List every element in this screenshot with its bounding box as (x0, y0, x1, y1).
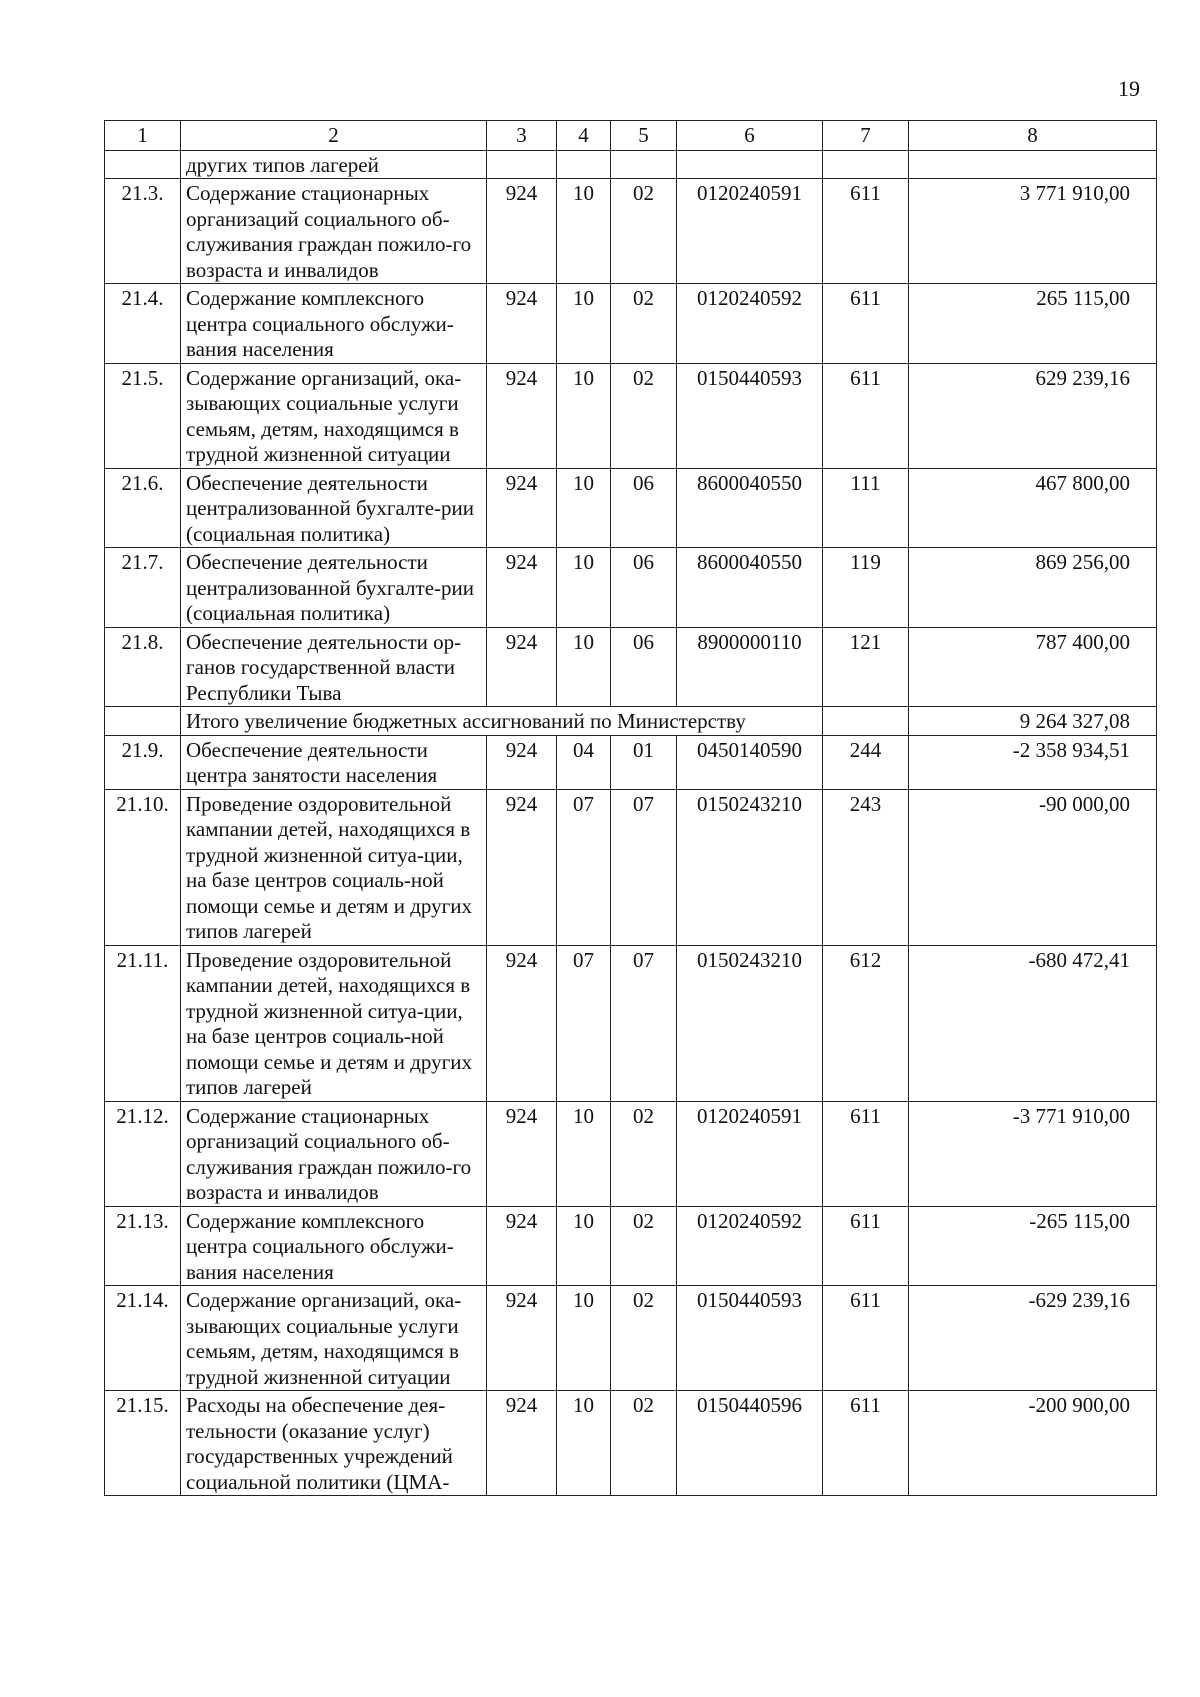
subsection-cell: 02 (611, 1101, 677, 1206)
header-cell: 3 (487, 121, 557, 151)
table-row (105, 1286, 1157, 1391)
amount-cell (909, 150, 1157, 179)
subsection-cell: 02 (611, 1391, 677, 1496)
total-label-cell: Итого увеличение бюджетных ассигнований по Министерству (181, 707, 823, 736)
expense-type-cell: 611 (823, 363, 909, 468)
amount-cell: -265 115,00 (909, 1206, 1157, 1286)
expense-type-cell: 611 (823, 1391, 909, 1496)
description-cell: Содержание стационарных организаций социального об-служивания граждан пожило-го возраста и инвалидов (181, 1101, 487, 1206)
section-cell: 10 (557, 363, 611, 468)
row-number-cell: 21.8. (105, 627, 181, 707)
target-article-cell: 0120240591 (677, 1101, 823, 1206)
target-article-cell: 8600040550 (677, 548, 823, 628)
expense-type-cell: 243 (823, 789, 909, 945)
row-number-cell: 21.9. (105, 735, 181, 789)
expense-type-cell: 612 (823, 945, 909, 1101)
amount-cell: 9 264 327,08 (909, 707, 1157, 736)
header-cell: 8 (909, 121, 1157, 151)
target-article-cell: 0150440593 (677, 363, 823, 468)
row-number-cell (105, 707, 181, 736)
subsection-cell: 06 (611, 468, 677, 548)
target-article-cell: 0450140590 (677, 735, 823, 789)
table-row (105, 945, 1157, 1101)
ministry-code-cell: 924 (487, 179, 557, 284)
ministry-code-cell: 924 (487, 468, 557, 548)
subsection-cell: 01 (611, 735, 677, 789)
amount-cell: 3 771 910,00 (909, 179, 1157, 284)
description-cell: Обеспечение деятельности ор-ганов государственной власти Республики Тыва (181, 627, 487, 707)
subsection-cell: 02 (611, 363, 677, 468)
target-article-cell: 0150243210 (677, 945, 823, 1101)
target-article-cell: 8600040550 (677, 468, 823, 548)
section-cell: 10 (557, 1391, 611, 1496)
description-cell: Обеспечение деятельности централизованной бухгалте-рии (социальная политика) (181, 468, 487, 548)
section-cell: 10 (557, 1286, 611, 1391)
ministry-code-cell: 924 (487, 363, 557, 468)
budget-table (104, 120, 1157, 1496)
description-cell: Проведение оздоровительной кампании детей, находящихся в трудной жизненной ситуа-ции, на базе центров социаль-ной помощи семье и детям и других типов лагерей (181, 945, 487, 1101)
row-number-cell (105, 150, 181, 179)
page-number: 19 (1118, 76, 1140, 101)
ministry-code-cell: 924 (487, 627, 557, 707)
table-row (105, 789, 1157, 945)
expense-type-cell: 611 (823, 179, 909, 284)
ministry-code-cell: 924 (487, 284, 557, 364)
kvr-cell (823, 707, 909, 736)
expense-type-cell: 611 (823, 1286, 909, 1391)
section-cell: 10 (557, 627, 611, 707)
table-row (105, 735, 1157, 789)
row-number-cell: 21.7. (105, 548, 181, 628)
amount-cell: -2 358 934,51 (909, 735, 1157, 789)
table-body (105, 121, 1157, 1496)
table-row (105, 1391, 1157, 1496)
table-row (105, 548, 1157, 628)
target-article-cell: 0150243210 (677, 789, 823, 945)
row-number-cell: 21.4. (105, 284, 181, 364)
header-cell: 6 (677, 121, 823, 151)
section-cell: 07 (557, 945, 611, 1101)
table-row (105, 468, 1157, 548)
table-header-row (105, 121, 1157, 151)
section-cell: 10 (557, 468, 611, 548)
ministry-code-cell: 924 (487, 1391, 557, 1496)
description-cell: Обеспечение деятельности централизованной бухгалте-рии (социальная политика) (181, 548, 487, 628)
subsection-cell: 06 (611, 627, 677, 707)
subsection-cell: 06 (611, 548, 677, 628)
row-number-cell: 21.5. (105, 363, 181, 468)
description-cell: Содержание стационарных организаций социального об-служивания граждан пожило-го возраста и инвалидов (181, 179, 487, 284)
target-article-cell: 0120240592 (677, 284, 823, 364)
section-cell: 10 (557, 1206, 611, 1286)
description-cell: Содержание организаций, ока-зывающих социальные услуги семьям, детям, находящимся в трудной жизненной ситуации (181, 363, 487, 468)
amount-cell: -90 000,00 (909, 789, 1157, 945)
expense-type-cell: 244 (823, 735, 909, 789)
table-row (105, 284, 1157, 364)
subsection-cell: 07 (611, 789, 677, 945)
section-cell: 10 (557, 1101, 611, 1206)
section-cell: 07 (557, 789, 611, 945)
ministry-code-cell: 924 (487, 548, 557, 628)
header-cell: 1 (105, 121, 181, 151)
table-row (105, 1101, 1157, 1206)
subsection-cell: 02 (611, 284, 677, 364)
subsection-cell: 02 (611, 1206, 677, 1286)
expense-type-cell: 611 (823, 1101, 909, 1206)
expense-type-cell: 611 (823, 1206, 909, 1286)
row-number-cell: 21.13. (105, 1206, 181, 1286)
row-number-cell: 21.11. (105, 945, 181, 1101)
row-number-cell: 21.14. (105, 1286, 181, 1391)
section-cell: 10 (557, 548, 611, 628)
ministry-code-cell: 924 (487, 1206, 557, 1286)
section-cell: 10 (557, 179, 611, 284)
target-article-cell: 0150440593 (677, 1286, 823, 1391)
ministry-code-cell: 924 (487, 1101, 557, 1206)
target-article-cell: 0120240592 (677, 1206, 823, 1286)
total-row (105, 707, 1157, 736)
description-cell: Содержание комплексного центра социального обслужи-вания населения (181, 284, 487, 364)
table-row (105, 363, 1157, 468)
description-cell: Содержание комплексного центра социального обслужи-вания населения (181, 1206, 487, 1286)
row-number-cell: 21.15. (105, 1391, 181, 1496)
subsection-cell: 02 (611, 1286, 677, 1391)
subsection-cell (611, 150, 677, 179)
ministry-code-cell: 924 (487, 945, 557, 1101)
expense-type-cell: 611 (823, 284, 909, 364)
expense-type-cell: 121 (823, 627, 909, 707)
ministry-code-cell: 924 (487, 735, 557, 789)
header-cell: 5 (611, 121, 677, 151)
expense-type-cell: 119 (823, 548, 909, 628)
row-number-cell: 21.10. (105, 789, 181, 945)
amount-cell: -200 900,00 (909, 1391, 1157, 1496)
description-cell: Проведение оздоровительной кампании детей, находящихся в трудной жизненной ситуа-ции, на базе центров социаль-ной помощи семье и детям и других типов лагерей (181, 789, 487, 945)
description-cell: Расходы на обеспечение дея-тельности (оказание услуг) государственных учреждений социальной политики (ЦМА- (181, 1391, 487, 1496)
ministry-code-cell (487, 150, 557, 179)
target-article-cell: 8900000110 (677, 627, 823, 707)
header-cell: 7 (823, 121, 909, 151)
section-cell: 10 (557, 284, 611, 364)
target-article-cell: 0120240591 (677, 179, 823, 284)
row-number-cell: 21.3. (105, 179, 181, 284)
target-article-cell (677, 150, 823, 179)
description-cell: Содержание организаций, ока-зывающих социальные услуги семьям, детям, находящимся в трудной жизненной ситуации (181, 1286, 487, 1391)
row-number-cell: 21.12. (105, 1101, 181, 1206)
row-number-cell: 21.6. (105, 468, 181, 548)
section-cell: 04 (557, 735, 611, 789)
table-row (105, 179, 1157, 284)
amount-cell: 869 256,00 (909, 548, 1157, 628)
header-cell: 2 (181, 121, 487, 151)
amount-cell: 629 239,16 (909, 363, 1157, 468)
ministry-code-cell: 924 (487, 1286, 557, 1391)
amount-cell: -629 239,16 (909, 1286, 1157, 1391)
description-cell: других типов лагерей (181, 150, 487, 179)
amount-cell: -3 771 910,00 (909, 1101, 1157, 1206)
target-article-cell: 0150440596 (677, 1391, 823, 1496)
expense-type-cell: 111 (823, 468, 909, 548)
expense-type-cell (823, 150, 909, 179)
table-row (105, 1206, 1157, 1286)
section-cell (557, 150, 611, 179)
header-cell: 4 (557, 121, 611, 151)
amount-cell: 787 400,00 (909, 627, 1157, 707)
ministry-code-cell: 924 (487, 789, 557, 945)
amount-cell: -680 472,41 (909, 945, 1157, 1101)
amount-cell: 265 115,00 (909, 284, 1157, 364)
subsection-cell: 02 (611, 179, 677, 284)
description-cell: Обеспечение деятельности центра занятости населения (181, 735, 487, 789)
table-row (105, 150, 1157, 179)
amount-cell: 467 800,00 (909, 468, 1157, 548)
subsection-cell: 07 (611, 945, 677, 1101)
table-row (105, 627, 1157, 707)
